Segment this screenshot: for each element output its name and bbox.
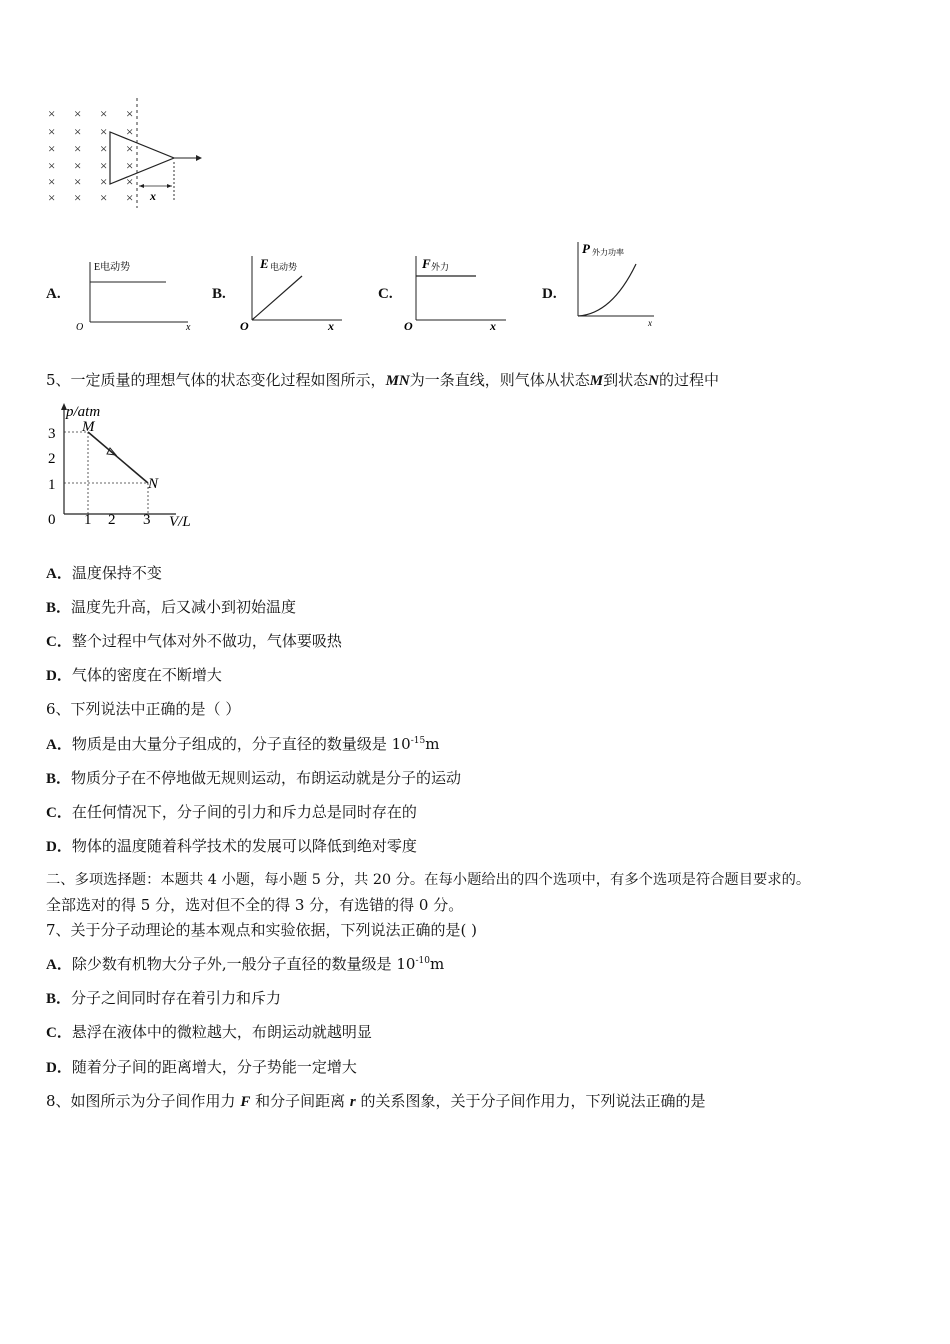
- svg-text:1: 1: [84, 512, 92, 528]
- q4-option-a-letter[interactable]: A.: [46, 286, 61, 302]
- svg-text:×: ×: [74, 124, 82, 139]
- svg-text:3: 3: [143, 512, 151, 528]
- q4-option-c-letter[interactable]: C.: [378, 286, 393, 302]
- svg-text:x: x: [186, 322, 191, 333]
- svg-text:x: x: [648, 318, 652, 328]
- svg-text:O: O: [240, 319, 249, 333]
- graph-b-line: [252, 276, 302, 320]
- q4-option-d-letter[interactable]: D.: [542, 286, 557, 302]
- svg-text:E: E: [260, 256, 269, 271]
- svg-text:3: 3: [48, 426, 56, 442]
- q6-option-a[interactable]: A．物质是由大量分子组成的，分子直径的数量级是 $10^{-15}m$: [46, 735, 440, 753]
- svg-text:E电动势: E电动势: [94, 262, 131, 273]
- svg-text:x: x: [328, 319, 334, 333]
- q7-stem: 7、关于分子动理论的基本观点和实验依据，下列说法正确的是( ): [46, 921, 478, 939]
- svg-text:×: ×: [100, 124, 108, 139]
- svg-text:×: ×: [74, 141, 82, 156]
- svg-text:×: ×: [48, 174, 56, 189]
- q7-option-a[interactable]: A．除少数有机物大分子外,一般分子直径的数量级是 $10^{-10}m$: [46, 955, 445, 973]
- svg-text:×: ×: [126, 124, 134, 139]
- svg-text:×: ×: [100, 141, 108, 156]
- x-label: x: [150, 189, 156, 203]
- section2-line2: 全部选对的得 5 分，选对但不全的得 3 分，有选错的得 0 分。: [46, 896, 464, 914]
- svg-text:N: N: [148, 476, 159, 492]
- magnetic-field-figure: [40, 96, 210, 208]
- svg-text:×: ×: [126, 141, 134, 156]
- svg-text:×: ×: [48, 124, 56, 139]
- q8-stem: 8、如图所示为分子间作用力 F 和分子间距离 r 的关系图象，关于分子间作用力，下列说法正确的是: [46, 1092, 706, 1110]
- svg-text:×: ×: [48, 106, 56, 121]
- svg-text:外力: 外力: [431, 263, 450, 273]
- svg-text:F: F: [422, 256, 431, 271]
- svg-text:×: ×: [48, 141, 56, 156]
- svg-text:×: ×: [100, 158, 108, 173]
- q4-option-b-letter[interactable]: B.: [212, 286, 226, 302]
- svg-text:电动势: 电动势: [270, 263, 298, 273]
- svg-text:外力功率: 外力功率: [592, 248, 624, 257]
- svg-text:M: M: [82, 419, 95, 435]
- svg-text:V/L: V/L: [169, 514, 191, 530]
- graph-d-curve: [578, 264, 636, 316]
- q7-option-d[interactable]: D．随着分子间的距离增大，分子势能一定增大: [46, 1058, 357, 1076]
- q5-option-d[interactable]: D．气体的密度在不断增大: [46, 666, 222, 684]
- svg-text:×: ×: [126, 190, 134, 205]
- q5-option-b[interactable]: B．温度先升高，后又减小到初始温度: [46, 598, 297, 616]
- q5-stem: 5、一定质量的理想气体的状态变化过程如图所示，MN为一条直线，则气体从状态M到状态N的过程中: [46, 371, 719, 389]
- svg-text:×: ×: [48, 190, 56, 205]
- q4-graph-b: [238, 250, 348, 334]
- svg-text:p/atm: p/atm: [66, 404, 101, 420]
- svg-text:2: 2: [108, 512, 116, 528]
- section2-line1: 二、多项选择题：本题共 4 小题，每小题 5 分，共 20 分。在每小题给出的四个选项中，有多个选项是符合题目要求的。: [46, 872, 811, 888]
- svg-text:O: O: [404, 319, 413, 333]
- q7-option-b[interactable]: B．分子之间同时存在着引力和斥力: [46, 989, 282, 1007]
- q4-graph-d: [568, 238, 664, 332]
- q5-pv-graph: [44, 400, 200, 532]
- mn-line: [88, 432, 148, 483]
- svg-text:×: ×: [48, 158, 56, 173]
- field-marks: [48, 106, 133, 205]
- svg-text:×: ×: [126, 174, 134, 189]
- svg-text:×: ×: [74, 106, 82, 121]
- q6-option-d[interactable]: D．物体的温度随着科学技术的发展可以降低到绝对零度: [46, 837, 417, 855]
- svg-text:×: ×: [74, 158, 82, 173]
- svg-text:×: ×: [100, 106, 108, 121]
- svg-text:×: ×: [126, 158, 134, 173]
- svg-text:1: 1: [48, 477, 56, 493]
- arrow-head: [196, 155, 202, 161]
- svg-text:2: 2: [48, 451, 56, 467]
- svg-text:×: ×: [74, 174, 82, 189]
- q4-graph-a: [76, 256, 196, 334]
- triangle-loop: [110, 132, 174, 184]
- svg-text:×: ×: [126, 106, 134, 121]
- svg-text:x: x: [490, 319, 496, 333]
- svg-text:0: 0: [48, 512, 56, 528]
- q5-option-a[interactable]: A．温度保持不变: [46, 564, 162, 582]
- svg-text:×: ×: [100, 174, 108, 189]
- svg-text:×: ×: [74, 190, 82, 205]
- q4-graph-c: [402, 252, 512, 334]
- svg-text:×: ×: [100, 190, 108, 205]
- q6-option-c[interactable]: C．在任何情况下，分子间的引力和斥力总是同时存在的: [46, 803, 417, 821]
- svg-text:P: P: [582, 241, 590, 256]
- q6-option-b[interactable]: B．物质分子在不停地做无规则运动，布朗运动就是分子的运动: [46, 769, 462, 787]
- svg-text:O: O: [76, 322, 84, 333]
- q6-stem: 6、下列说法中正确的是（ ）: [46, 700, 241, 718]
- q7-option-c[interactable]: C．悬浮在液体中的微粒越大，布朗运动就越明显: [46, 1023, 372, 1041]
- q5-option-c[interactable]: C．整个过程中气体对外不做功，气体要吸热: [46, 632, 342, 650]
